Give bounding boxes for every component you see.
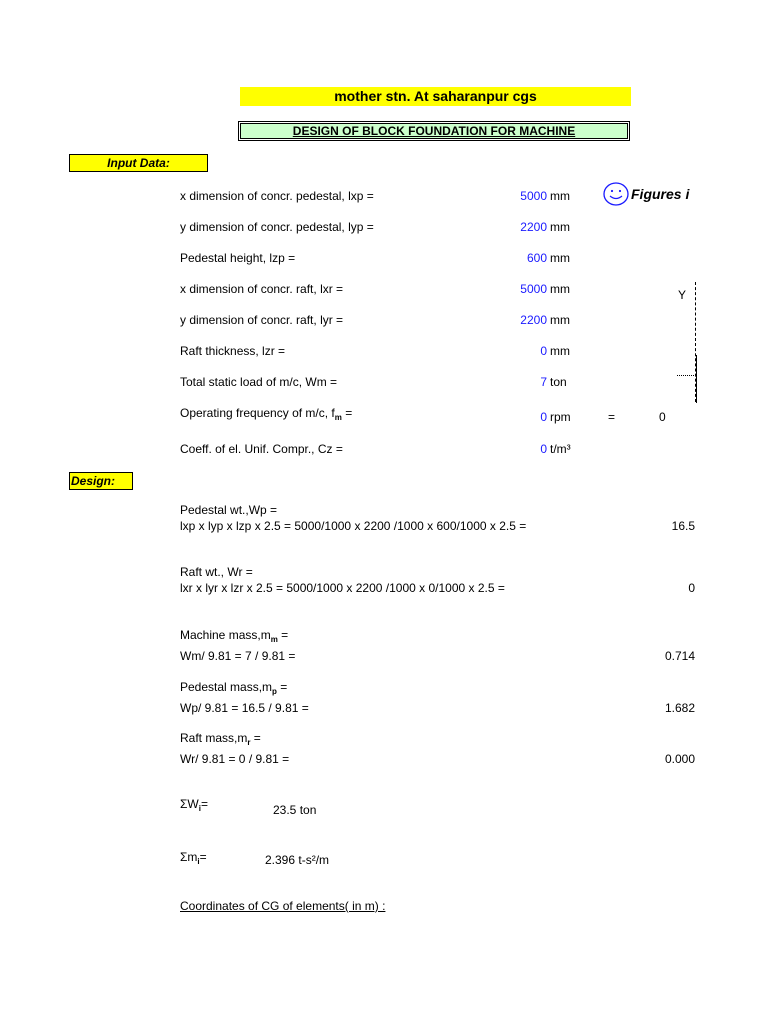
input-unit-lyp: mm xyxy=(550,220,570,234)
input-unit-lxp: mm xyxy=(550,189,570,203)
fm-converted-value: 0 xyxy=(659,410,666,424)
sum-w-value: 23.5 ton xyxy=(273,803,317,817)
raft-mass-label-sub: r xyxy=(247,738,251,747)
machine-mass-label xyxy=(180,628,288,642)
sum-m-label xyxy=(180,850,207,864)
axis-y-label: Y xyxy=(678,288,687,302)
input-label-lxp: x dimension of concr. pedestal, lxp = xyxy=(180,189,374,203)
sum-w-label xyxy=(180,797,208,811)
input-value-lxr[interactable]: 5000 xyxy=(520,282,547,296)
raft-mass-label xyxy=(180,731,261,745)
pedestal-mass-label-pre: Pedestal mass,m xyxy=(180,680,273,694)
input-unit-lxr: mm xyxy=(550,282,570,296)
sum-w-label-pre: ΣW xyxy=(180,797,199,811)
input-unit-cz: t/m³ xyxy=(550,442,571,456)
input-value-lxp[interactable]: 5000 xyxy=(520,189,547,203)
pedestal-wt-label: Pedestal wt.,Wp = xyxy=(180,503,278,517)
input-value-lzp[interactable]: 600 xyxy=(526,251,547,265)
figures-note: Figures i xyxy=(631,186,690,202)
input-value-lyr[interactable]: 2200 xyxy=(520,313,547,327)
input-label-wm: Total static load of m/c, Wm = xyxy=(180,375,338,389)
machine-mass-formula: Wm/ 9.81 = 7 / 9.81 = xyxy=(180,649,296,663)
input-value-wm[interactable]: 7 xyxy=(540,375,547,389)
raft-mass-formula: Wr/ 9.81 = 0 / 9.81 = xyxy=(180,752,290,766)
input-unit-fm: rpm xyxy=(550,410,571,424)
fm-label-sub: m xyxy=(334,413,342,422)
fm-label-post: = xyxy=(341,406,353,420)
input-data-tag: Input Data: xyxy=(69,154,208,172)
raft-wt-formula: lxr x lyr x lzr x 2.5 = 5000/1000 x 2200 /1000 x 0/1000 x 2.5 = xyxy=(180,581,505,595)
pedestal-mass-label-sub: p xyxy=(272,687,277,696)
input-value-lzr[interactable]: 0 xyxy=(540,344,547,358)
design-tag: Design: xyxy=(69,472,133,490)
input-label-cz: Coeff. of el. Unif. Compr., Cz = xyxy=(180,442,343,456)
sum-m-label-post: = xyxy=(199,850,207,864)
raft-wt-label: Raft wt., Wr = xyxy=(180,565,253,579)
pedestal-mass-formula: Wp/ 9.81 = 16.5 / 9.81 = xyxy=(180,701,309,715)
sum-m-label-sub: i xyxy=(197,857,200,866)
input-value-cz[interactable]: 0 xyxy=(540,442,547,456)
input-unit-wm: ton xyxy=(550,375,567,389)
machine-mass-label-sub: m xyxy=(270,635,278,644)
fm-label-pre: Operating frequency of m/c, f xyxy=(180,406,335,420)
smiley-icon xyxy=(603,182,629,206)
machine-mass-label-post: = xyxy=(277,628,289,642)
input-unit-lyr: mm xyxy=(550,313,570,327)
pedestal-mass-label-post: = xyxy=(276,680,288,694)
raft-wt-result: 0 xyxy=(688,581,695,595)
fm-equals: = xyxy=(608,410,616,424)
axis-solid-line xyxy=(696,355,697,403)
input-unit-lzp: mm xyxy=(550,251,570,265)
input-value-fm[interactable]: 0 xyxy=(540,410,547,424)
input-label-lyr: y dimension of concr. raft, lyr = xyxy=(180,313,344,327)
input-label-lzr: Raft thickness, lzr = xyxy=(180,344,286,358)
cg-heading: Coordinates of CG of elements( in m) : xyxy=(180,899,386,913)
input-label-lyp: y dimension of concr. pedestal, lyp = xyxy=(180,220,374,234)
input-label-fm xyxy=(180,406,352,420)
raft-mass-label-post: = xyxy=(250,731,261,745)
raft-mass-result: 0.000 xyxy=(664,752,695,766)
sum-w-label-post: = xyxy=(200,797,208,811)
sum-w-label-sub: i xyxy=(198,804,201,813)
page-subtitle: DESIGN OF BLOCK FOUNDATION FOR MACHINE xyxy=(238,121,630,141)
input-value-lyp[interactable]: 2200 xyxy=(520,220,547,234)
pedestal-wt-result: 16.5 xyxy=(671,519,695,533)
sum-m-label-pre: Σm xyxy=(180,850,198,864)
axis-dotted-tick xyxy=(677,375,696,376)
page-title: mother stn. At saharanpur cgs xyxy=(240,87,631,106)
machine-mass-result: 0.714 xyxy=(664,649,695,663)
pedestal-mass-label xyxy=(180,680,287,694)
pedestal-wt-formula: lxp x lyp x lzp x 2.5 = 5000/1000 x 2200 /1000 x 600/1000 x 2.5 = xyxy=(180,519,527,533)
pedestal-mass-result: 1.682 xyxy=(664,701,695,715)
input-label-lzp: Pedestal height, lzp = xyxy=(180,251,296,265)
raft-mass-label-pre: Raft mass,m xyxy=(180,731,248,745)
machine-mass-label-pre: Machine mass,m xyxy=(180,628,271,642)
input-label-lxr: x dimension of concr. raft, lxr = xyxy=(180,282,344,296)
sum-m-value: 2.396 t-s²/m xyxy=(265,853,330,867)
input-unit-lzr: mm xyxy=(550,344,570,358)
